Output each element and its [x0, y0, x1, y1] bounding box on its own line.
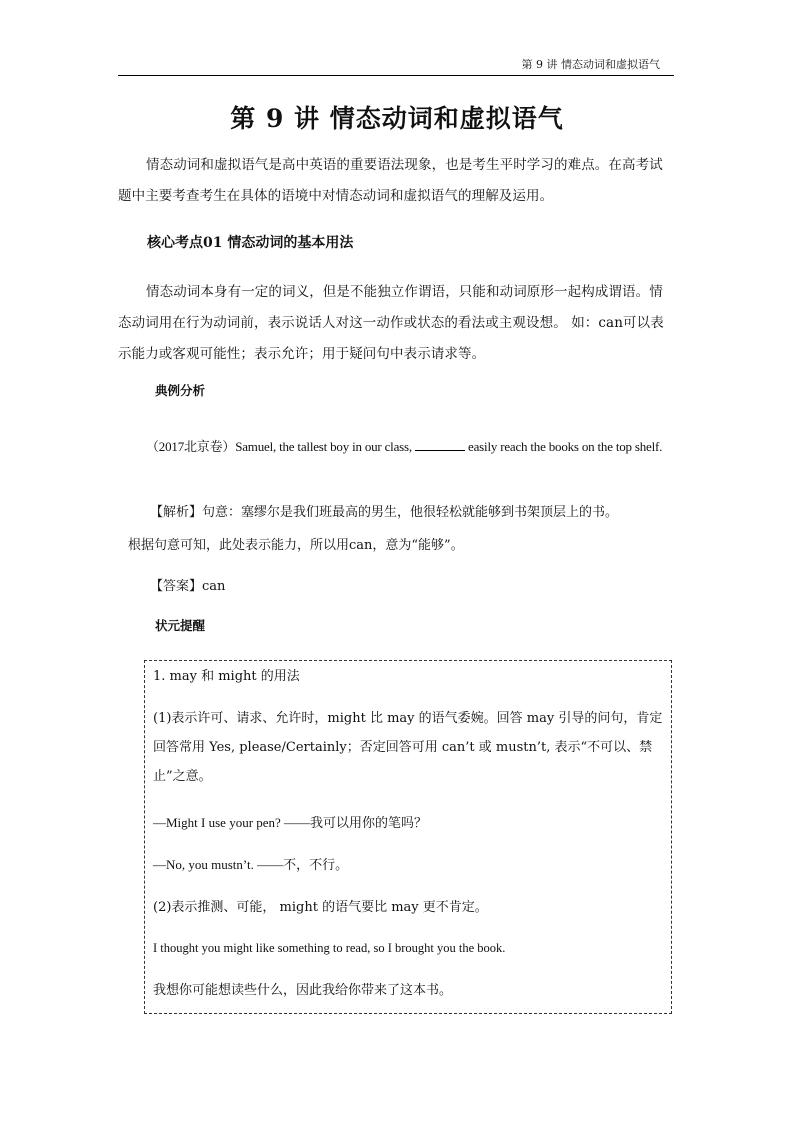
tip-point-2: (2)表示推测、可能， might 的语气要比 may 更不肯定。 — [153, 900, 488, 915]
section-body-paragraph: 情态动词本身有一定的词义，但是不能独立作谓语，只能和动词原形一起构成谓语。情态动词用在行为动词前，表示说话人对这一动作或状态的看法或主观设想。 如：can可以表示能力或客观可能性；表示允许；用于疑问句中表示请求等。 — [118, 284, 664, 362]
tip-point-1: (1)表示许可、请求、允许时，might 比 may 的语气委婉。回答 may 引导的问句，肯定回答常用 Yes, please/Certainly；否定回答可用 can’t 或 mustn’t, 表示“不可以、禁止”之意。 — [153, 711, 663, 784]
tip-item-title: 1. may 和 might 的用法 — [153, 669, 300, 684]
analysis-line-2: 根据句意可知，此处表示能力，所以用can，意为“能够”。 — [128, 538, 464, 553]
running-header — [118, 58, 674, 76]
page-title: 第 9 讲 情态动词和虚拟语气 — [230, 104, 564, 133]
intro-paragraph: 情态动词和虚拟语气是高中英语的重要语法现象，也是考生平时学习的难点。在高考试题中主要考查考生在具体的语境中对情态动词和虚拟语气的理解及运用。 — [118, 157, 663, 204]
analysis-line-1: 【解析】句意：塞缪尔是我们班最高的男生，他很轻松就能够到书架顶层上的书。 — [150, 505, 619, 520]
answer-blank — [415, 438, 465, 451]
tip-heading: 状元提醒 — [155, 618, 206, 633]
example-question-before: （2017北京卷）Samuel, the tallest boy in our class, — [146, 439, 415, 454]
running-header-text: 第 9 讲 情态动词和虚拟语气 — [521, 58, 660, 71]
tip-dialog-answer: —No, you mustn’t. ——不，不行。 — [153, 857, 349, 872]
tip-example-english: I thought you might like something to read, so I brought you the book. — [153, 941, 506, 955]
example-analysis-heading: 典例分析 — [155, 383, 206, 398]
example-question-after: easily reach the books on the top shelf. — [464, 439, 663, 454]
answer-line: 【答案】can — [150, 579, 226, 594]
section-heading-core-point-01: 核心考点01 情态动词的基本用法 — [147, 235, 354, 251]
example-question — [118, 431, 674, 462]
tip-example-chinese: 我想你可能想读些什么，因此我给你带来了这本书。 — [153, 983, 453, 998]
tip-dialog-question: —Might I use your pen? ——我可以用你的笔吗？ — [153, 815, 428, 830]
tip-box — [144, 660, 672, 1014]
